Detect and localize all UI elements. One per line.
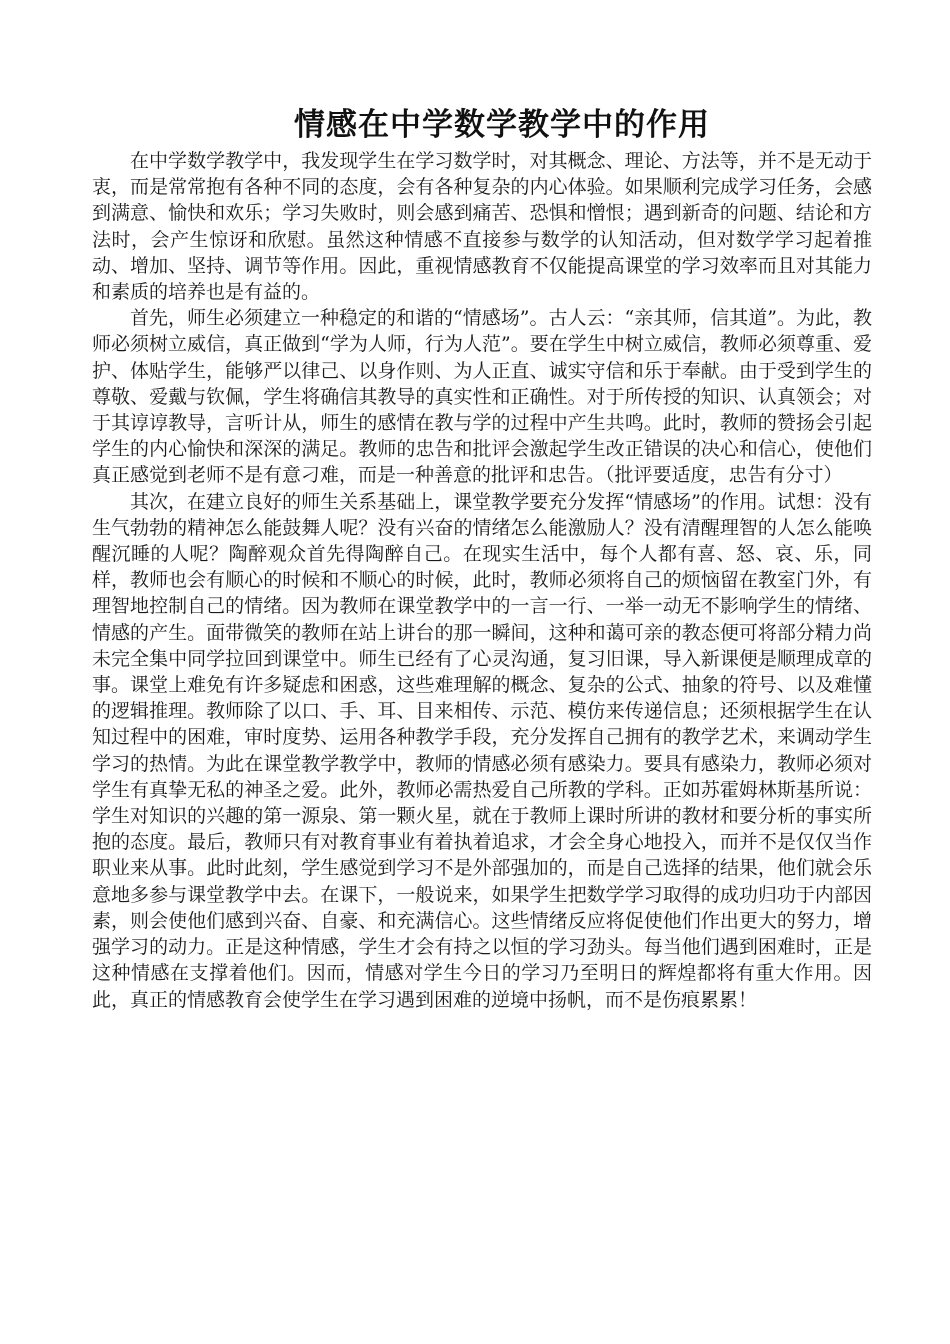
paragraph-second: 其次，在建立良好的师生关系基础上，课堂教学要充分发挥“情感场”的作用。试想：没有生气勃勃的精神怎么能鼓舞人呢？没有兴奋的情绪怎么能激励人？没有清醒理智的人怎么能唤醒沉睡的人呢？陶醉观众首先得陶醉自己。在现实生活中，每个人都有喜、怒、哀、乐，同样，教师也会有顺心的时候和不顺心的时候，此时，教师必须将自己的烦恼留在教室门外，有理智地控制自己的情绪。因为教师在课堂教学中的一言一行、一举一动无不影响学生的情绪、情感的产生。面带微笑的教师在站上讲台的那一瞬间，这种和蔼可亲的教态便可将部分精力尚未完全集中同学拉回到课堂中。师生已经有了心灵沟通，复习旧课，导入新课便是顺理成章的事。课堂上难免有许多疑虑和困惑，这些难理解的概念、复杂的公式、抽象的符号、以及难懂的逻辑推理。教师除了以口、手、耳、目来相传、示范、模仿来传递信息；还须根据学生在认知过程中的困难，审时度势、运用各种教学手段，充分发挥自己拥有的教学艺术，来调动学生学习的热情。为此在课堂教学教学中，教师的情感必须有感染力。要具有感染力，教师必须对学生有真挚无私的神圣之爱。此外，教师必需热爱自己所教的学科。正如苏霍姆林斯基所说：学生对知识的兴趣的第一源泉、第一颗火星，就在于教师上课时所讲的教材和要分析的事实所抱的态度。最后，教师只有对教育事业有着执着追求，才会全身心地投入，而并不是仅仅当作职业来从事。此时此刻，学生感觉到学习不是外部强加的，而是自己选择的结果，他们就会乐意地多参与课堂教学中去。在课下，一般说来，如果学生把数学学习取得的成功归功于内部因素，则会使他们感到兴奋、自豪、和充满信心。这些情绪反应将促使他们作出更大的努力，增强学习的动力。正是这种情感，学生才会有持之以恒的学习劲头。每当他们遇到困难时，正是这种情感在支撑着他们。因而，情感对学生今日的学习乃至明日的辉煌都将有重大作用。因此，真正的情感教育会使学生在学习遇到困难的逆境中扬帆，而不是伤痕累累！ [92,490,872,1011]
document-title: 情感在中学数学教学中的作用 [294,107,710,143]
document-page [92,102,872,1013]
paragraph-intro: 在中学数学教学中，我发现学生在学习数学时，对其概念、理论、方法等，并不是无动于衷，而是常常抱有各种不同的态度，会有各种复杂的内心体验。如果顺利完成学习任务，会感到满意、愉快和欢乐；学习失败时，则会感到痛苦、恐惧和憎恨；遇到新奇的问题、结论和方法时，会产生惊讶和欣慰。虽然这种情感不直接参与数学的认知活动，但对数学学习起着推动、增加、坚持、调节等作用。因此，重视情感教育不仅能提高课堂的学习效率而且对其能力和素质的培养也是有益的。 [92,150,872,304]
paragraph-first: 首先，师生必须建立一种稳定的和谐的“情感场”。古人云：“亲其师，信其道”。为此，教师必须树立威信，真正做到“学为人师，行为人范”。要在学生中树立威信，教师必须尊重、爱护、体贴学生，能够严以律己、以身作则、为人正直、诚实守信和乐于奉献。由于受到学生的尊敬、爱戴与钦佩，学生将确信其教导的真实性和正确性。对于所传授的知识、认真领会；对于其谆谆教导，言听计从，师生的感情在教与学的过程中产生共鸣。此时，教师的赞扬会引起学生的内心愉快和深深的满足。教师的忠告和批评会激起学生改正错误的决心和信心，使他们真正感觉到老师不是有意刁难，而是一种善意的批评和忠告。（批评要适度，忠告有分寸） [92,307,872,487]
document-body [92,148,872,1013]
